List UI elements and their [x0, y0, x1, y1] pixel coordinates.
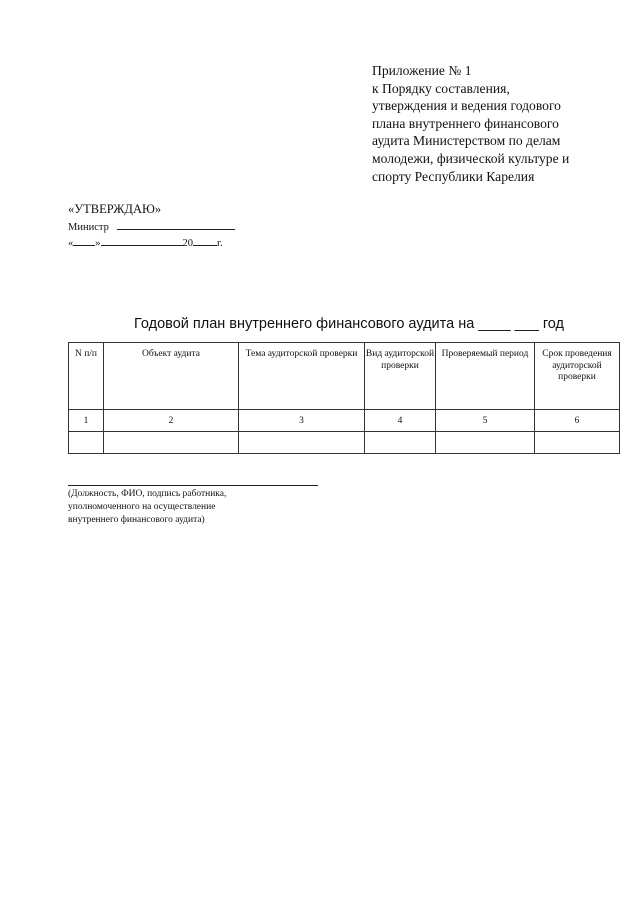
year-prefix: 20: [182, 238, 193, 249]
date-row: [68, 235, 235, 251]
day-line: [73, 235, 95, 246]
column-number: 1: [69, 410, 104, 432]
empty-cell: [104, 432, 239, 454]
column-header: Проверяемый период: [436, 343, 535, 410]
minister-row: [68, 219, 235, 235]
appendix-line: спорту Республики Карелия: [372, 168, 535, 184]
table-header-row: [69, 343, 620, 410]
date-open-quote: «: [68, 238, 74, 249]
empty-cell: [69, 432, 104, 454]
document-title: Годовой план внутреннего финансового аудита на ____ ___ год: [134, 316, 565, 332]
empty-cell: [239, 432, 365, 454]
appendix-line: к Порядку составления,: [372, 80, 510, 96]
table-row: [69, 432, 620, 454]
column-number: 5: [436, 410, 535, 432]
signature-line: [68, 485, 318, 486]
minister-signature-line: [117, 219, 235, 230]
column-number: 4: [365, 410, 436, 432]
approval-block: [68, 202, 235, 251]
column-header: Объект аудита: [104, 343, 239, 410]
column-header: Тема аудиторской проверки: [239, 343, 365, 410]
signature-caption-line: уполномоченного на осуществление: [68, 502, 216, 512]
appendix-line: Приложение № 1: [372, 63, 472, 78]
appendix-line: аудита Министерством по делам: [372, 133, 561, 149]
signature-caption-line: (Должность, ФИО, подпись работника,: [68, 489, 227, 499]
column-header: Вид аудиторской проверки: [365, 343, 436, 410]
month-line: [101, 235, 183, 246]
empty-cell: [365, 432, 436, 454]
year-line: [193, 235, 217, 246]
column-header: Срок проведения аудиторской проверки: [535, 343, 620, 410]
appendix-line: утверждения и ведения годового: [372, 98, 561, 114]
empty-cell: [535, 432, 620, 454]
column-number: 6: [535, 410, 620, 432]
empty-cell: [436, 432, 535, 454]
column-number-row: [69, 410, 620, 432]
column-number: 3: [239, 410, 365, 432]
minister-label: Министр: [68, 222, 109, 233]
signature-caption: [68, 488, 226, 527]
approval-heading: «УТВЕРЖДАЮ»: [68, 202, 162, 216]
date-close-quote: »: [95, 238, 101, 249]
column-header: N п/п: [69, 343, 104, 410]
appendix-caption: [372, 62, 634, 185]
audit-plan-table: [68, 342, 620, 454]
year-suffix: г.: [217, 238, 223, 249]
signature-caption-line: внутреннего финансового аудита): [68, 515, 205, 525]
appendix-line: молодежи, физической культуре и: [372, 150, 570, 166]
appendix-line: плана внутреннего финансового: [372, 115, 559, 131]
column-number: 2: [104, 410, 239, 432]
